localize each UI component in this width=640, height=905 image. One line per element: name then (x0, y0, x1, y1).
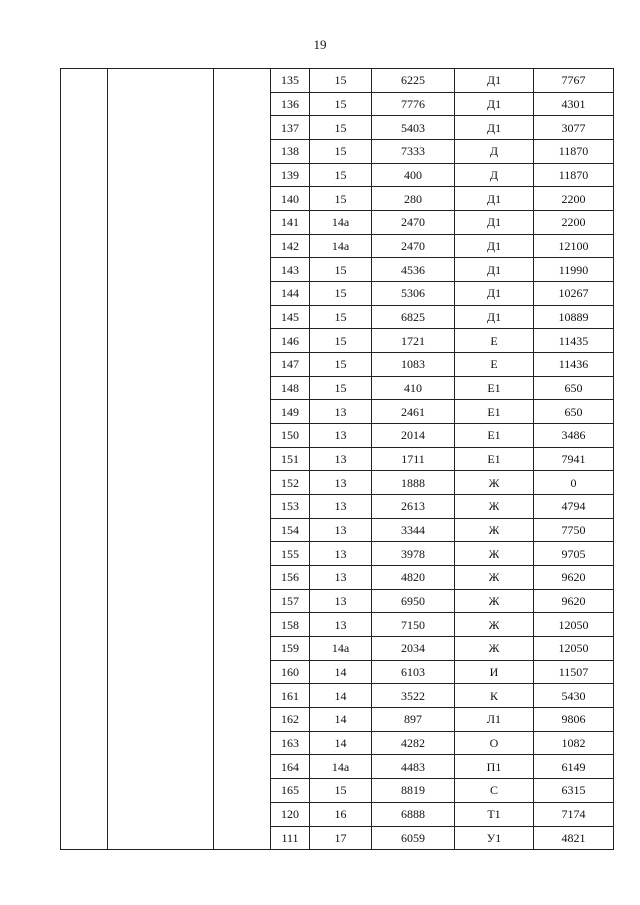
code-cell: Д1 (455, 282, 534, 306)
amount-cell: 11870 (534, 163, 614, 187)
amount-cell: 9620 (534, 589, 614, 613)
row-number-cell: 146 (271, 329, 310, 353)
code-cell: Д1 (455, 69, 534, 93)
amount-cell: 4821 (534, 826, 614, 850)
amount-cell: 4301 (534, 92, 614, 116)
row-number-cell: 142 (271, 234, 310, 258)
amount-cell: 12100 (534, 234, 614, 258)
group-cell: 16 (310, 802, 372, 826)
group-cell: 14 (310, 708, 372, 732)
row-number-cell: 120 (271, 802, 310, 826)
amount-cell: 10889 (534, 305, 614, 329)
amount-cell: 9620 (534, 566, 614, 590)
value-cell: 1711 (372, 447, 455, 471)
row-number-cell: 156 (271, 566, 310, 590)
row-number-cell: 165 (271, 779, 310, 803)
code-cell: Ж (455, 471, 534, 495)
value-cell: 2613 (372, 495, 455, 519)
value-cell: 1888 (372, 471, 455, 495)
group-cell: 15 (310, 305, 372, 329)
amount-cell: 2200 (534, 187, 614, 211)
group-cell: 15 (310, 353, 372, 377)
amount-cell: 3486 (534, 424, 614, 448)
row-number-cell: 164 (271, 755, 310, 779)
row-number-cell: 148 (271, 376, 310, 400)
amount-cell: 0 (534, 471, 614, 495)
group-cell: 15 (310, 140, 372, 164)
row-number-cell: 151 (271, 447, 310, 471)
value-cell: 6950 (372, 589, 455, 613)
row-number-cell: 145 (271, 305, 310, 329)
group-cell: 13 (310, 518, 372, 542)
amount-cell: 12050 (534, 613, 614, 637)
code-cell: У1 (455, 826, 534, 850)
amount-cell: 7174 (534, 802, 614, 826)
amount-cell: 11870 (534, 140, 614, 164)
group-cell: 13 (310, 542, 372, 566)
code-cell: Д1 (455, 211, 534, 235)
code-cell: С (455, 779, 534, 803)
row-number-cell: 150 (271, 424, 310, 448)
value-cell: 280 (372, 187, 455, 211)
amount-cell: 11507 (534, 660, 614, 684)
row-number-cell: 143 (271, 258, 310, 282)
value-cell: 8819 (372, 779, 455, 803)
row-number-cell: 158 (271, 613, 310, 637)
code-cell: Д1 (455, 234, 534, 258)
value-cell: 7333 (372, 140, 455, 164)
row-number-cell: 157 (271, 589, 310, 613)
group-cell: 15 (310, 258, 372, 282)
value-cell: 2461 (372, 400, 455, 424)
amount-cell: 11990 (534, 258, 614, 282)
group-cell: 13 (310, 471, 372, 495)
amount-cell: 12050 (534, 637, 614, 661)
code-cell: Ж (455, 637, 534, 661)
group-cell: 14а (310, 211, 372, 235)
code-cell: Е1 (455, 424, 534, 448)
amount-cell: 7750 (534, 518, 614, 542)
code-cell: Ж (455, 589, 534, 613)
value-cell: 2034 (372, 637, 455, 661)
amount-cell: 5430 (534, 684, 614, 708)
code-cell: Л1 (455, 708, 534, 732)
value-cell: 6225 (372, 69, 455, 93)
blank-column-3 (214, 69, 271, 850)
group-cell: 14а (310, 234, 372, 258)
group-cell: 15 (310, 376, 372, 400)
code-cell: П1 (455, 755, 534, 779)
row-number-cell: 141 (271, 211, 310, 235)
value-cell: 897 (372, 708, 455, 732)
value-cell: 3522 (372, 684, 455, 708)
code-cell: Ж (455, 542, 534, 566)
group-cell: 14 (310, 684, 372, 708)
value-cell: 4536 (372, 258, 455, 282)
row-number-cell: 144 (271, 282, 310, 306)
amount-cell: 6149 (534, 755, 614, 779)
value-cell: 6888 (372, 802, 455, 826)
code-cell: Д1 (455, 116, 534, 140)
value-cell: 3978 (372, 542, 455, 566)
blank-column-1 (61, 69, 108, 850)
value-cell: 7776 (372, 92, 455, 116)
code-cell: Е1 (455, 400, 534, 424)
group-cell: 13 (310, 589, 372, 613)
group-cell: 15 (310, 282, 372, 306)
row-number-cell: 149 (271, 400, 310, 424)
group-cell: 15 (310, 329, 372, 353)
row-number-cell: 159 (271, 637, 310, 661)
group-cell: 15 (310, 779, 372, 803)
row-number-cell: 147 (271, 353, 310, 377)
group-cell: 15 (310, 116, 372, 140)
row-number-cell: 136 (271, 92, 310, 116)
code-cell: Е1 (455, 447, 534, 471)
row-number-cell: 152 (271, 471, 310, 495)
code-cell: Д (455, 163, 534, 187)
code-cell: Т1 (455, 802, 534, 826)
row-number-cell: 138 (271, 140, 310, 164)
code-cell: Д1 (455, 92, 534, 116)
group-cell: 15 (310, 69, 372, 93)
table-body (61, 69, 614, 850)
group-cell: 13 (310, 566, 372, 590)
row-number-cell: 155 (271, 542, 310, 566)
group-cell: 15 (310, 92, 372, 116)
group-cell: 14а (310, 755, 372, 779)
code-cell: Ж (455, 495, 534, 519)
value-cell: 4483 (372, 755, 455, 779)
code-cell: Д1 (455, 187, 534, 211)
code-cell: Д1 (455, 258, 534, 282)
row-number-cell: 162 (271, 708, 310, 732)
amount-cell: 6315 (534, 779, 614, 803)
amount-cell: 11435 (534, 329, 614, 353)
amount-cell: 11436 (534, 353, 614, 377)
group-cell: 14 (310, 660, 372, 684)
amount-cell: 9806 (534, 708, 614, 732)
row-number-cell: 163 (271, 731, 310, 755)
group-cell: 13 (310, 495, 372, 519)
value-cell: 400 (372, 163, 455, 187)
amount-cell: 4794 (534, 495, 614, 519)
code-cell: Д (455, 140, 534, 164)
amount-cell: 3077 (534, 116, 614, 140)
data-table (60, 68, 614, 850)
value-cell: 1083 (372, 353, 455, 377)
group-cell: 15 (310, 163, 372, 187)
table-row (61, 69, 614, 93)
row-number-cell: 139 (271, 163, 310, 187)
code-cell: О (455, 731, 534, 755)
value-cell: 410 (372, 376, 455, 400)
group-cell: 15 (310, 187, 372, 211)
code-cell: Ж (455, 518, 534, 542)
row-number-cell: 140 (271, 187, 310, 211)
group-cell: 14а (310, 637, 372, 661)
value-cell: 4282 (372, 731, 455, 755)
row-number-cell: 153 (271, 495, 310, 519)
amount-cell: 1082 (534, 731, 614, 755)
value-cell: 2470 (372, 234, 455, 258)
row-number-cell: 161 (271, 684, 310, 708)
code-cell: И (455, 660, 534, 684)
amount-cell: 7941 (534, 447, 614, 471)
value-cell: 5403 (372, 116, 455, 140)
amount-cell: 2200 (534, 211, 614, 235)
value-cell: 6059 (372, 826, 455, 850)
group-cell: 14 (310, 731, 372, 755)
value-cell: 6825 (372, 305, 455, 329)
row-number-cell: 111 (271, 826, 310, 850)
value-cell: 7150 (372, 613, 455, 637)
row-number-cell: 137 (271, 116, 310, 140)
row-number-cell: 154 (271, 518, 310, 542)
value-cell: 5306 (372, 282, 455, 306)
code-cell: Ж (455, 613, 534, 637)
value-cell: 4820 (372, 566, 455, 590)
row-number-cell: 160 (271, 660, 310, 684)
group-cell: 17 (310, 826, 372, 850)
value-cell: 1721 (372, 329, 455, 353)
blank-column-2 (108, 69, 214, 850)
value-cell: 6103 (372, 660, 455, 684)
group-cell: 13 (310, 424, 372, 448)
amount-cell: 650 (534, 400, 614, 424)
group-cell: 13 (310, 400, 372, 424)
code-cell: К (455, 684, 534, 708)
amount-cell: 7767 (534, 69, 614, 93)
value-cell: 2014 (372, 424, 455, 448)
group-cell: 13 (310, 447, 372, 471)
code-cell: Е (455, 353, 534, 377)
code-cell: Е1 (455, 376, 534, 400)
row-number-cell: 135 (271, 69, 310, 93)
group-cell: 13 (310, 613, 372, 637)
value-cell: 3344 (372, 518, 455, 542)
code-cell: Д1 (455, 305, 534, 329)
code-cell: Ж (455, 566, 534, 590)
amount-cell: 10267 (534, 282, 614, 306)
amount-cell: 9705 (534, 542, 614, 566)
amount-cell: 650 (534, 376, 614, 400)
value-cell: 2470 (372, 211, 455, 235)
page-number: 19 (313, 37, 327, 52)
code-cell: Е (455, 329, 534, 353)
